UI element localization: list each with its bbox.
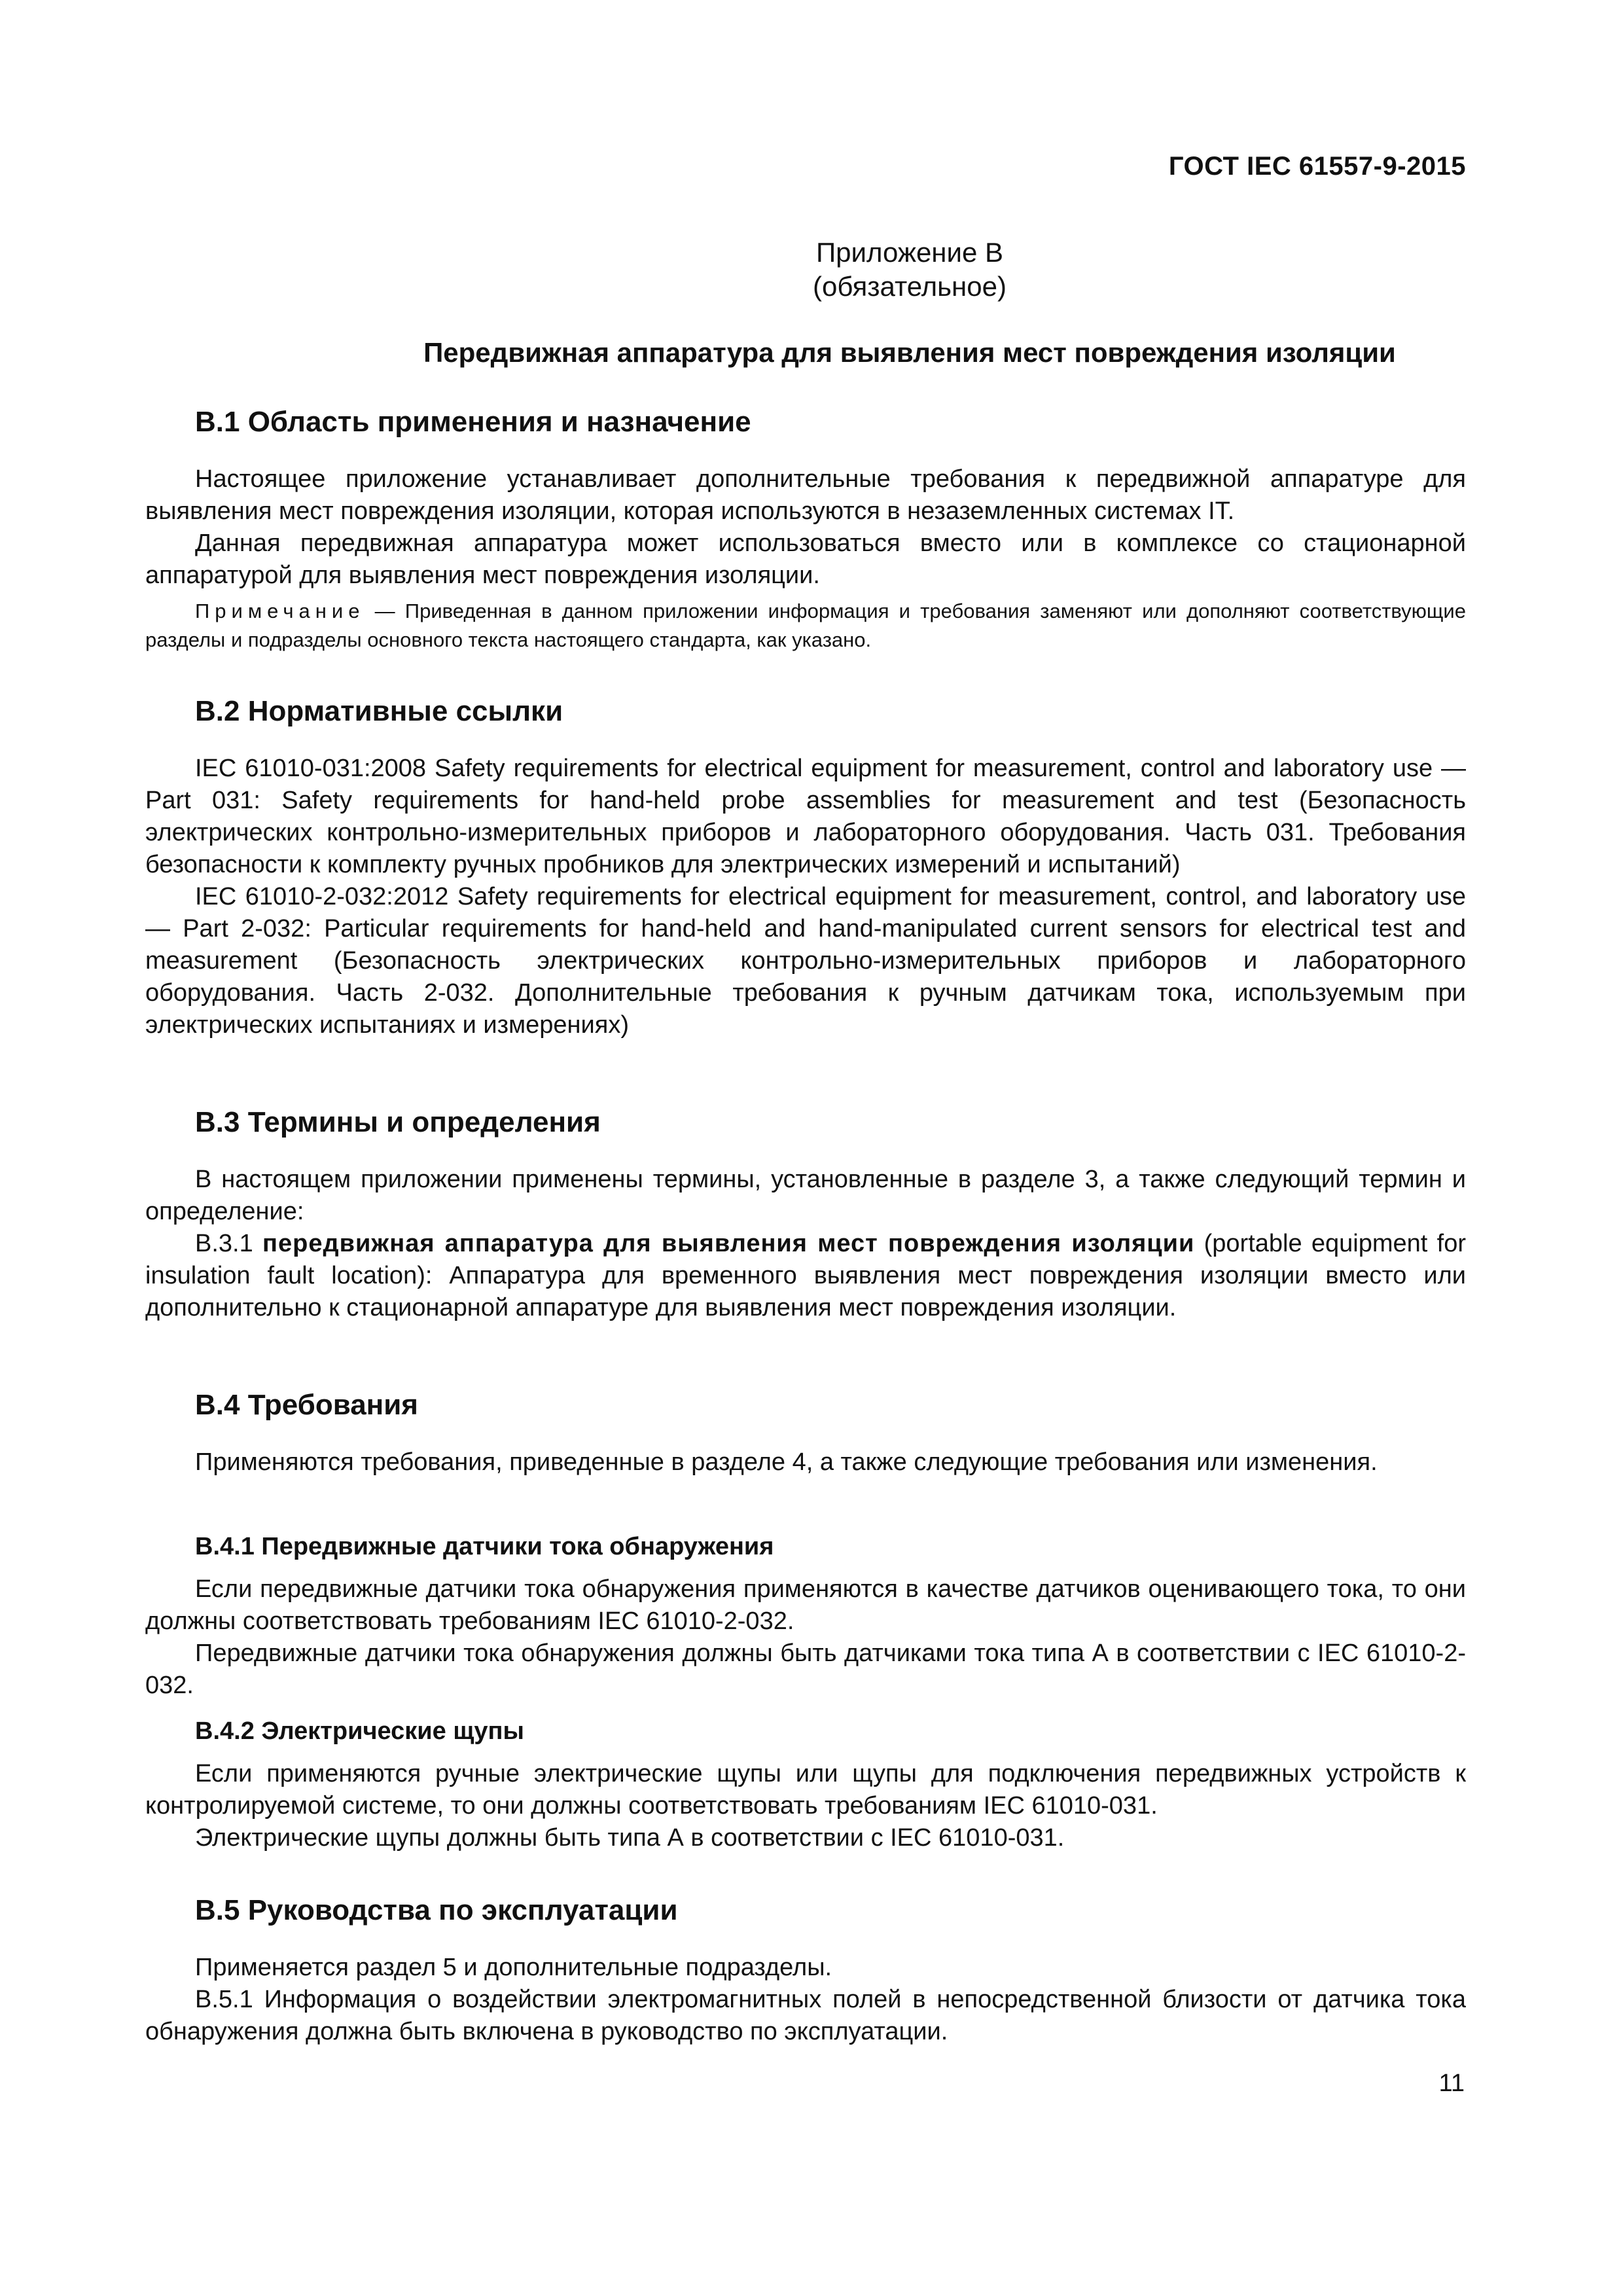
paragraph: В.5.1 Информация о воздействии электромагнитных полей в непосредственной близости от датчика тока обнаружения должна быть включена в руководство по эксплуатации. [145, 1986, 1466, 2045]
subsection-b41-heading: В.4.1 Передвижные датчики тока обнаружения [195, 1533, 774, 1560]
section-b3-heading: В.3 Термины и определения [195, 1106, 601, 1138]
paragraph: Электрические щупы должны быть типа А в соответствии с IEC 61010-031. [195, 1824, 1065, 1852]
standard-code: ГОСТ IEC 61557-9-2015 [1168, 152, 1466, 181]
reference-item: IEC 61010-031:2008 Safety requirements for electrical equipment for measurement, control and laboratory use — Part 031: Safety requirements for hand-held probe assemblies for measurement and test (Безопасность электрических контрольно-измерительных приборов и лабораторного оборудования. Часть 031. Требования безопасности к комплекту ручных пробников для электрических измерений и испытаний) [145, 755, 1466, 878]
subsection-b42-heading: В.4.2 Электрические щупы [195, 1717, 524, 1745]
appendix-heading: Передвижная аппаратура для выявления мест повреждения изоляции [423, 337, 1396, 368]
paragraph: Передвижные датчики тока обнаружения должны быть датчиками тока типа А в соответствии с IEC 61010-2-032. [145, 1640, 1466, 1699]
appendix-status: (обязательное) [813, 271, 1007, 302]
section-b1-body [145, 463, 1466, 592]
section-b5-body [145, 1952, 1466, 2048]
reference-item: IEC 61010-2-032:2012 Safety requirements for electrical equipment for measurement, control, and laboratory use — Part 2-032: Particular requirements for hand-held and hand-manipulated current sensors for electrical test and measurement (Безопасность электрических контрольно-измерительных приборов и лабораторного оборудования. Часть 2-032. Дополнительные требования к ручным датчикам тока, используемым при электрических испытаниях и измерениях) [145, 883, 1466, 1039]
term-definition [145, 1228, 1466, 1324]
section-b2-heading: В.2 Нормативные ссылки [195, 695, 563, 727]
section-b3-body [145, 1164, 1466, 1324]
paragraph: Если передвижные датчики тока обнаружения применяются в качестве датчиков оценивающего тока, то они должны соответствовать требованиям IEC 61010-2-032. [145, 1575, 1466, 1635]
subsection-b42-body [145, 1758, 1466, 1854]
section-b5-heading: В.5 Руководства по эксплуатации [195, 1894, 678, 1926]
page-number: 11 [1438, 2070, 1465, 2097]
term-definition-text: (portable equipment for insulation fault location): Аппаратура для временного выявления мест повреждения изоляции вместо или дополнительно к стационарной аппаратуре для выявления мест повреждения изоляции. [145, 1230, 1466, 1321]
section-b2-body [145, 753, 1466, 1041]
note-label: Примечание [195, 600, 365, 622]
paragraph: В настоящем приложении применены термины, установленные в разделе 3, а также следующий термин и определение: [145, 1166, 1466, 1225]
paragraph: Если применяются ручные электрические щупы или щупы для подключения передвижных устройств к контролируемой системе, то они должны соответствовать требованиям IEC 61010-031. [145, 1760, 1466, 1820]
paragraph: Данная передвижная аппаратура может использоваться вместо или в комплексе со стационарной аппаратурой для выявления мест повреждения изоляции. [145, 529, 1466, 589]
term: передвижная аппаратура для выявления мест повреждения изоляции [262, 1230, 1195, 1257]
section-b4-body [145, 1446, 1466, 1479]
subsection-b41-body [145, 1573, 1466, 1702]
paragraph: Применяются требования, приведенные в разделе 4, а также следующие требования или изменения. [195, 1448, 1378, 1476]
term-number: В.3.1 [195, 1230, 263, 1257]
paragraph: Настоящее приложение устанавливает дополнительные требования к передвижной аппаратуре для выявления мест повреждения изоляции, которая используются в незаземленных системах IT. [145, 465, 1466, 525]
section-b4-heading: В.4 Требования [195, 1389, 418, 1421]
section-b1-heading: В.1 Область применения и назначение [195, 406, 751, 438]
note-text: — Приведенная в данном приложении информация и требования заменяют или дополняют соответствующие разделы и подразделы основного текста настоящего стандарта, как указано. [145, 600, 1466, 651]
paragraph: Применяется раздел 5 и дополнительные подразделы. [195, 1954, 832, 1981]
appendix-title: Приложение В [815, 237, 1004, 268]
appendix-title-block [0, 236, 1623, 304]
note [145, 597, 1466, 655]
